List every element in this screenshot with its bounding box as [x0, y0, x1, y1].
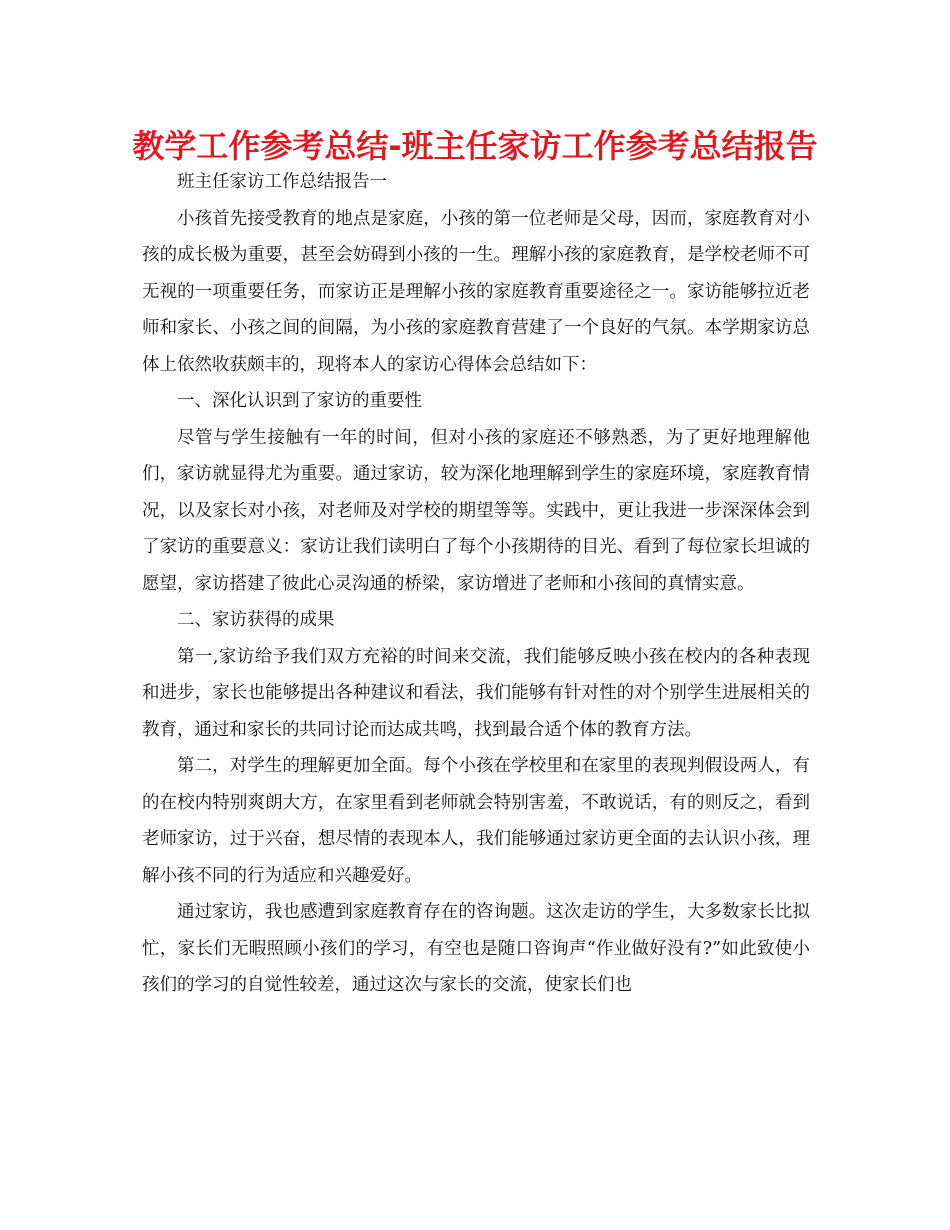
paragraph: 尽管与学生接触有一年的时间，但对小孩的家庭还不够熟悉，为了更好地理解他们，家访就显得尤为重要。通过家访，较为深化地理解到学生的家庭环境，家庭教育情况，以及家长对小孩，对老师及对学校的期望等等。实践中，更让我进一步深深体会到了家访的重要意义：家访让我们读明白了每个小孩期待的目光、看到了每位家长坦诚的愿望，家访搭建了彼此心灵沟通的桥梁，家访增进了老师和小孩间的真情实意。	[142, 427, 810, 594]
paragraph: 小孩首先接受教育的地点是家庭，小孩的第一位老师是父母，因而，家庭教育对小孩的成长极为重要，甚至会妨碍到小孩的一生。理解小孩的家庭教育，是学校老师不可无视的一项重要任务，而家访正是理解小孩的家庭教育重要途径之一。家访能够拉近老师和家长、小孩之间的间隔，为小孩的家庭教育营建了一个良好的气氛。本学期家访总体上依然收获颇丰的，现将本人的家访心得体会总结如下：	[142, 208, 810, 375]
section-heading: 一、深化认识到了家访的重要性	[177, 391, 422, 411]
section-heading: 二、家访获得的成果	[177, 610, 335, 630]
document-title: 教学工作参考总结-班主任家访工作参考总结报告	[132, 127, 818, 165]
paragraph: 第一,家访给予我们双方充裕的时间来交流，我们能够反映小孩在校内的各种表现和进步，家长也能够提出各种建议和看法，我们能够有针对性的对个别学生进展相关的教育，通过和家长的共同讨论而达成共鸣，找到最合适个体的教育方法。	[142, 646, 810, 740]
paragraph: 第二，对学生的理解更加全面。每个小孩在学校里和在家里的表现判假设两人，有的在校内特别爽朗大方，在家里看到老师就会特别害羞，不敢说话，有的则反之，看到老师家访，过于兴奋，想尽情的表现本人，我们能够通过家访更全面的去认识小孩，理解小孩不同的行为适应和兴趣爱好。	[142, 756, 810, 886]
section-subtitle: 班主任家访工作总结报告一	[177, 172, 387, 192]
paragraph: 通过家访，我也感遭到家庭教育存在的咨询题。这次走访的学生，大多数家长比拟忙，家长们无暇照顾小孩们的学习，有空也是随口咨询声“作业做好没有?”如此致使小孩们的学习的自觉性较差，通过这次与家长的交流，使家长们也	[142, 902, 810, 995]
document-body	[142, 164, 810, 1004]
